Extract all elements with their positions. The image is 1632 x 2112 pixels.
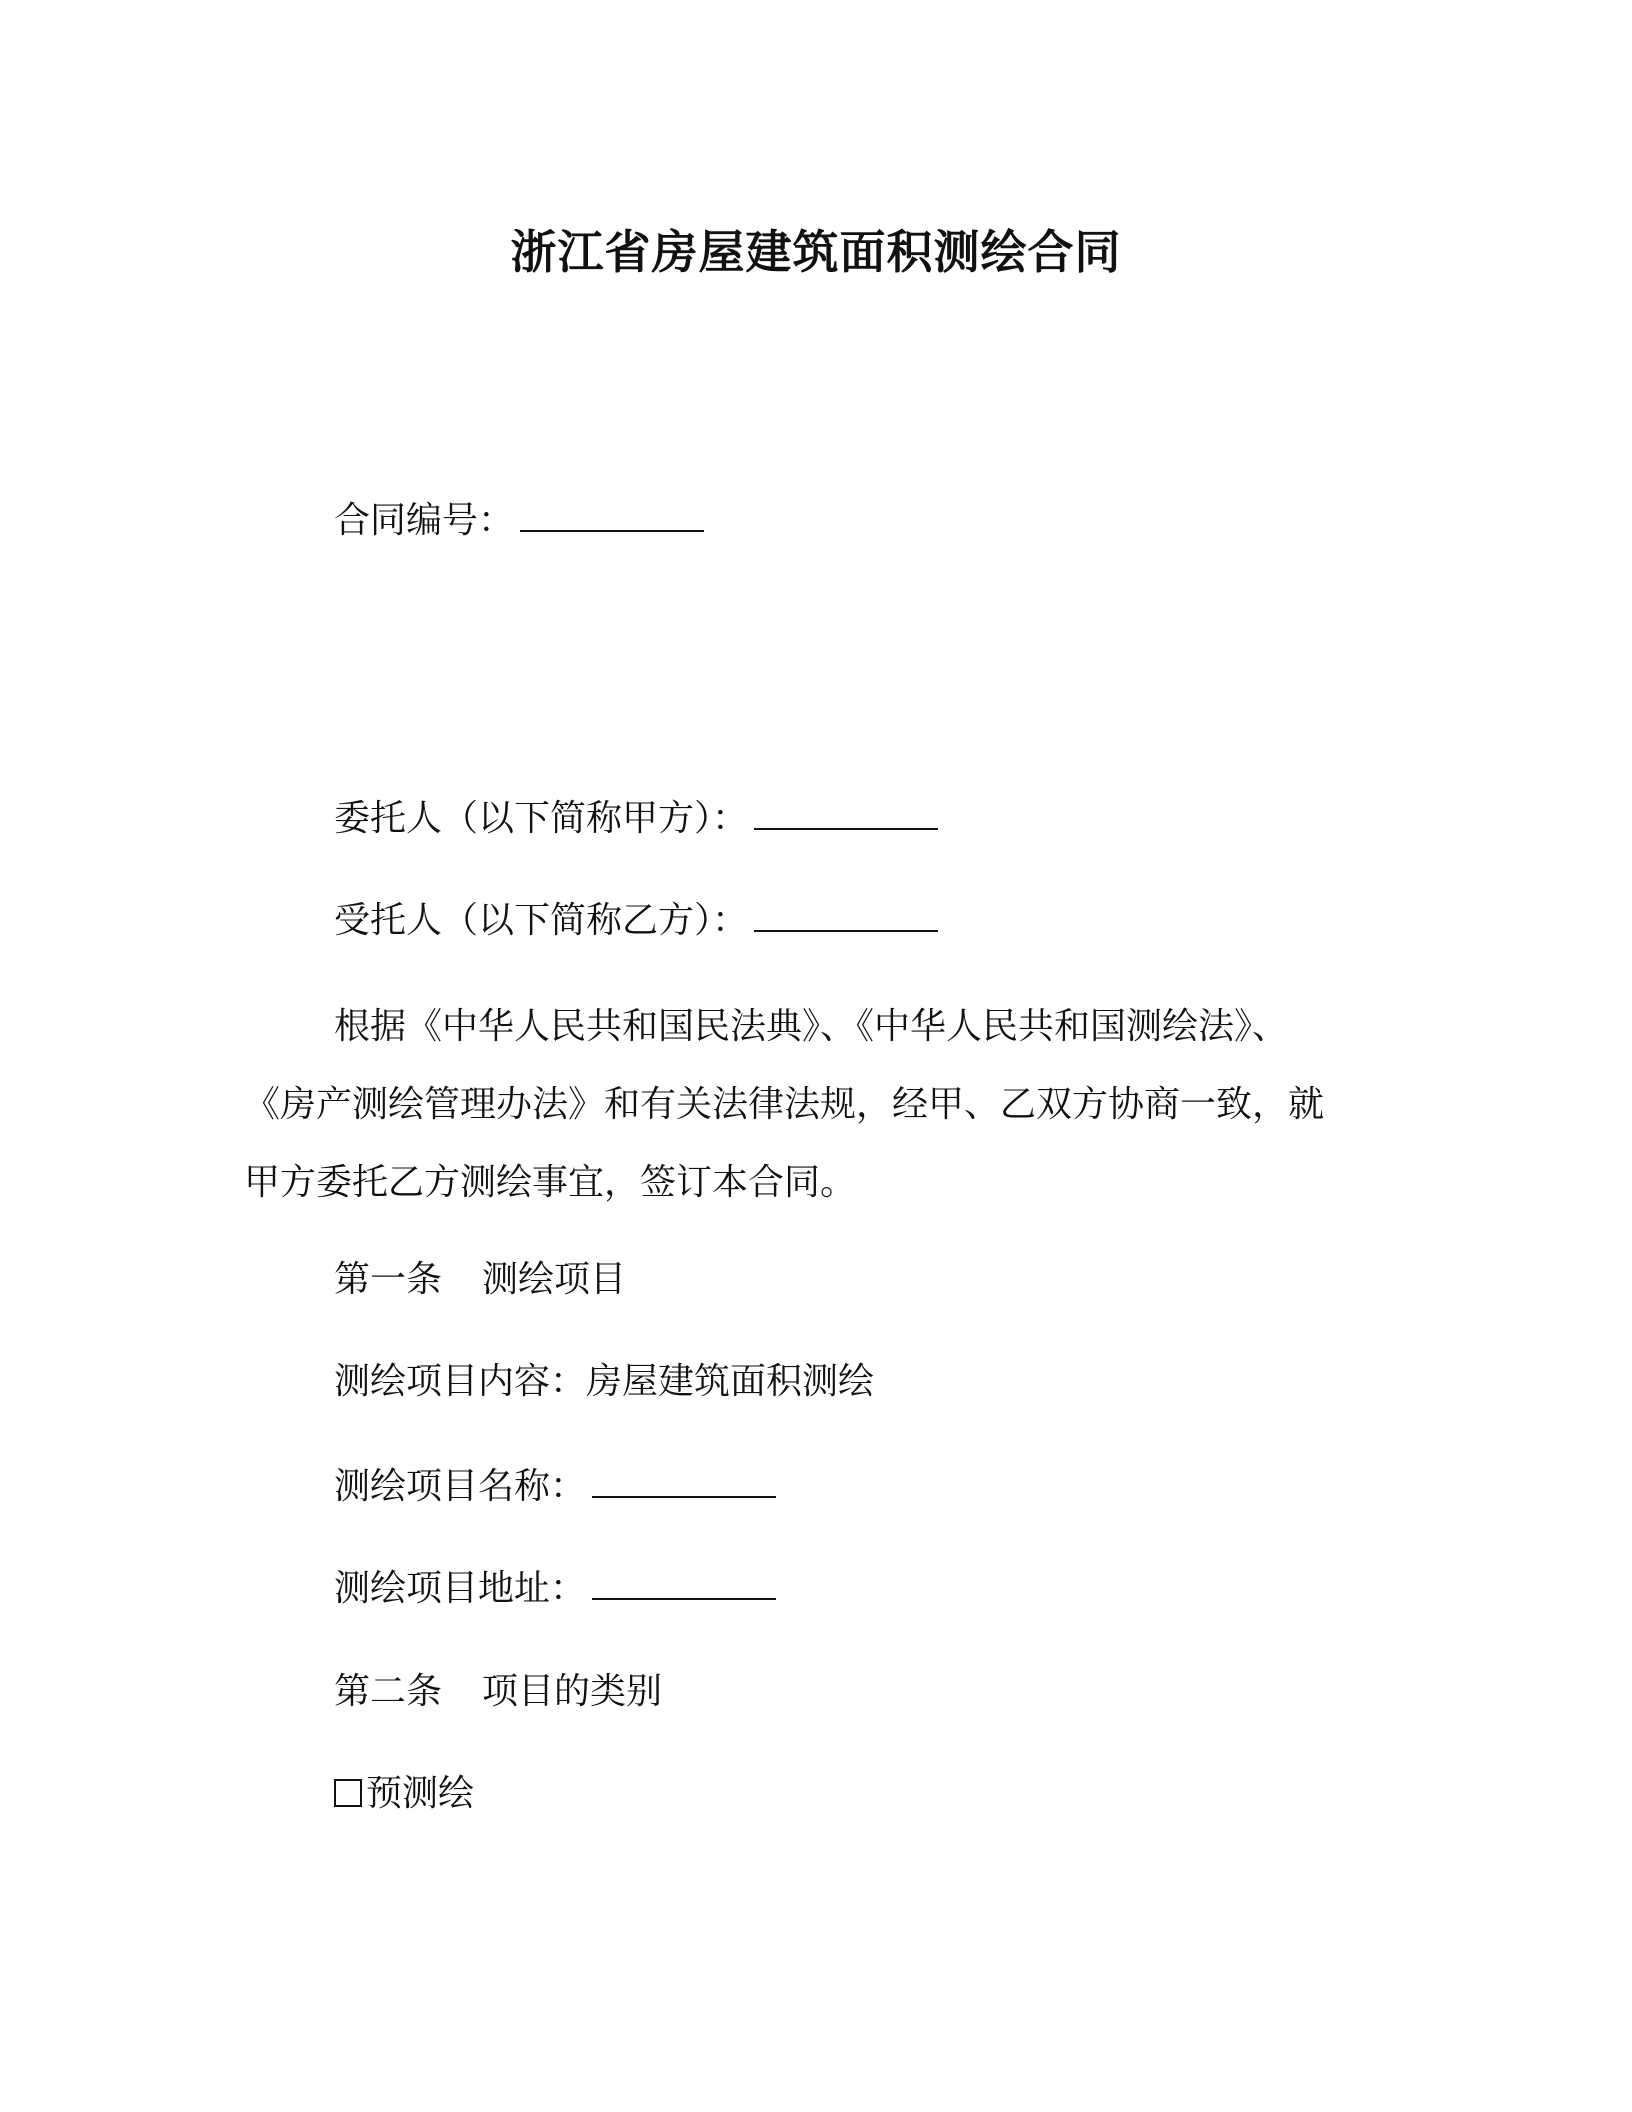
option-pre-survey-row	[334, 1770, 474, 1818]
client-blank	[754, 794, 938, 830]
client-label: 委托人（以下简称甲方）：	[334, 798, 749, 839]
project-name-label: 测绘项目名称：	[334, 1466, 587, 1507]
project-name-blank	[592, 1462, 776, 1498]
contract-number-blank	[520, 496, 704, 532]
preamble-line: 根据《中华人民共和国民法典》、《中华人民共和国测绘法》、	[334, 1006, 1289, 1047]
project-address-blank	[592, 1564, 776, 1600]
contract-number-label: 合同编号：	[334, 500, 515, 541]
project-address-row	[334, 1564, 776, 1613]
project-name-row	[334, 1462, 776, 1511]
article-1-title: 测绘项目	[482, 1259, 627, 1300]
article-2-heading	[334, 1668, 662, 1716]
option-pre-survey-label: 预测绘	[366, 1773, 475, 1814]
contractor-blank	[754, 896, 938, 932]
preamble-line: 甲方委托乙方测绘事宜，签订本合同。	[244, 1162, 857, 1203]
contract-number-row	[334, 496, 704, 545]
article-1-heading	[334, 1256, 626, 1304]
article-2-number: 第二条	[334, 1671, 443, 1712]
project-content-row	[334, 1358, 874, 1406]
document-title: 浙江省房屋建筑面积测绘合同	[510, 225, 1122, 279]
preamble-paragraph	[244, 988, 1374, 1222]
article-2-title: 项目的类别	[482, 1671, 663, 1712]
contractor-row	[334, 896, 938, 945]
article-1-number: 第一条	[334, 1259, 443, 1300]
project-address-label: 测绘项目地址：	[334, 1568, 587, 1609]
checkbox-icon[interactable]	[334, 1779, 362, 1807]
project-content: 测绘项目内容：房屋建筑面积测绘	[334, 1361, 875, 1402]
preamble-line: 《房产测绘管理办法》和有关法律法规，经甲、乙双方协商一致，就	[244, 1084, 1325, 1125]
contractor-label: 受托人（以下简称乙方）：	[334, 900, 749, 941]
client-row	[334, 794, 938, 843]
